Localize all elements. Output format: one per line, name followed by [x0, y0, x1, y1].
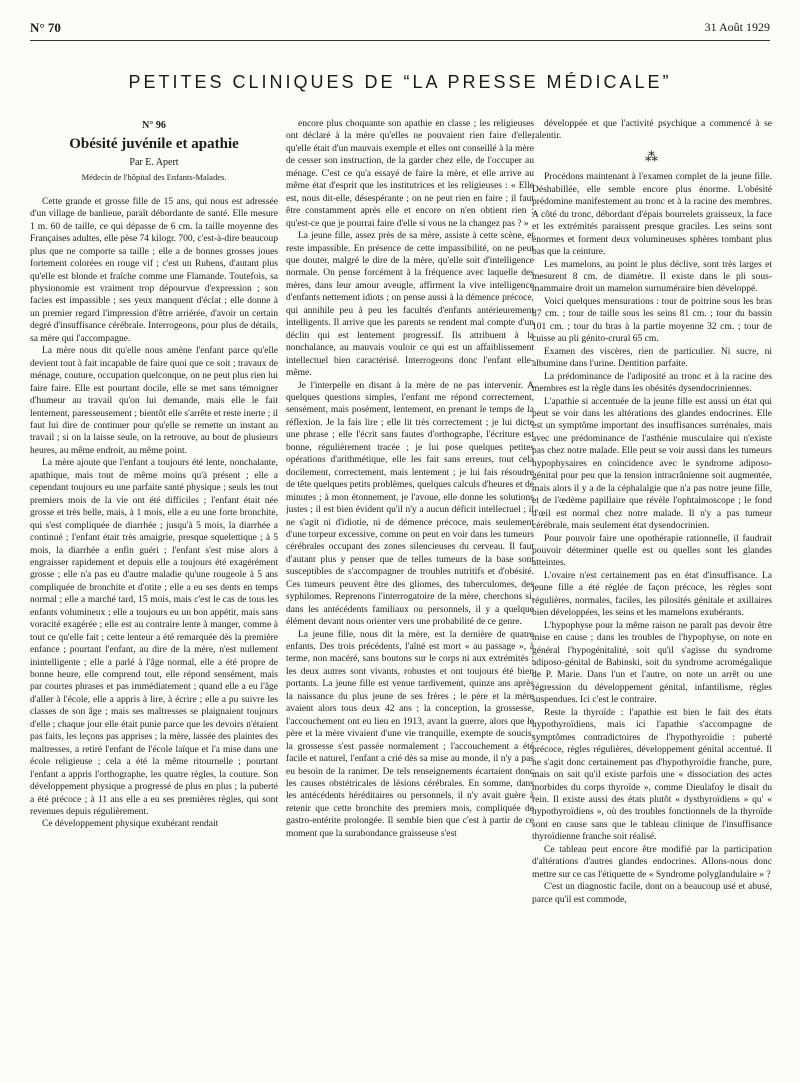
article-author: Par E. Apert	[129, 156, 179, 168]
header-rule	[30, 40, 770, 41]
paragraph: L'hypophyse pour la même raison ne paraît pas devoir être mise en cause ; dans les troubles de l'hypophyse, on note en général l'hypogénitalité, soit qu'il s'agisse du syndrome adiposo-génital de Babinski, soit du syndrome acromégalique de P. Marie. Dans l'un et l'autre, on note un arrêt ou une régression du développement génital, infantilisme, règles suspendues. Ici c'est le contraire.	[532, 620, 772, 706]
paragraph: L'apathie si accentuée de la jeune fille est aussi un état qui peut se voir dans les altérations des glandes endocrines. Elle est un symptôme important des insuffisances surrénales, mais avec une prédominance de l'asthénie musculaire qui n'existe pas chez notre malade. Elle peut se voir aussi dans les tumeurs hypophysaires en coïncidence avec le syndrome adiposo-génital pour peu que la tension intracrânienne soit augmentée, mais alors il y a de la céphalalgie que n'a pas notre jeune fille, et de l'œdème papillaire que révèle l'ophtalmoscope ; le fond d'œil est normal chez notre malade. Il n'y a pas tumeur cérébrale, mais seulement état dysendocrinien.	[532, 396, 772, 532]
paragraph: La prédominance de l'adiposité au tronc et à la racine des membres est la règle dans les obésités dysendocriniennes.	[532, 371, 772, 395]
paragraph: L'ovaire n'est certainement pas en état d'insuffisance. La jeune fille a été réglée de façon précoce, les règles sont régulières, normales, faciles, les pilosités génitale et axillaires bien développées, les seins et les mamelons exubérants.	[532, 570, 772, 619]
issue-date: 31 Août 1929	[704, 20, 770, 34]
article-title: Obésité juvénile et apathie	[69, 136, 239, 153]
col2-body	[286, 118, 534, 840]
section-separator: ⁂	[645, 148, 659, 164]
paragraph: La mère nous dit qu'elle nous amène l'enfant parce qu'elle devient tout à fait incapable de faire quoi que ce soit ; travaux de ménage, couture, occupation quelconque, on ne peut plus rien lui faire faire. Elle est pourtant docile, elle se met sans témoigner d'humeur au travail qu'on lui demande, mais elle le fait lentement, paresseusement ; bientôt elle s'arrête et reste inerte ; il faut lui dire de continuer pour qu'elle se remette un instant au travail ; si on la laisse seule, on la retrouve, au bout de plusieurs heures, au même endroit, au même point.	[30, 346, 278, 456]
paragraph: Cette grande et grosse fille de 15 ans, qui nous est adressée d'un village de banlieue, paraît débordante de santé. Elle mesure 1 m. 60 de taille, ce qui dépasse de 6 cm. la taille moyenne des Françaises adultes, elle pèse 74 kilogr. 700, c'est-à-dire beaucoup plus que ne comporte sa taille ; elle a de bonnes grosses joues fortement colorées en rouge vif ; c'est un Rubens, d'autant plus qu'elle est blonde et fraîche comme une Flamande. Toutefois, sa physionomie est vraiment trop dépourvue d'expression ; son facies est impassible ; ses yeux manquent d'éclat ; elle donne à un premier regard l'impression d'être arriérée, d'avoir un certain degré d'insuffisance cérébrale. Interrogeons, pour plus de détails, sa mère qui l'accompagne.	[30, 196, 278, 344]
paragraph: Les mamelons, au point le plus déclive, sont très larges et mesurent 8 cm. de diamètre. Il existe dans le pli sous-mammaire droit un mamelon surnuméraire bien développé.	[532, 259, 772, 295]
col1-body	[30, 196, 278, 831]
column-3	[532, 118, 772, 1073]
paragraph: C'est un diagnostic facile, dont on a beaucoup usé et abusé, parce qu'il est commode,	[532, 882, 772, 905]
paragraph: Ce tableau peut encore être modifié par la participation d'altérations d'autres glandes endocrines. Allons-nous donc mettre sur ce cas l'étiquette de « Syndrome polyglandulaire » ?	[532, 844, 772, 880]
col3-intro	[532, 118, 772, 143]
author-affiliation: Médecin de l'hôpital des Enfants-Malades.	[81, 172, 227, 183]
article-number: N° 96	[142, 120, 166, 131]
paragraph: développée et que l'activité psychique a commencé à se ralentir.	[532, 119, 772, 142]
paragraph: La mère ajoute que l'enfant a toujours été lente, nonchalante, apathique, mais tout de même moins qu'à présent ; elle a cependant toujours eu une parfaite santé physique ; seuls les tout premiers mois de la vie ont été difficiles ; l'enfant était née grosse et très belle, mais, à 1 mois, elle a eu une forte bronchite, qui s'est compliquée de diarrhée ; jusqu'à 5 mois, la diarrhée a continué ; l'enfant était très amaigrie, presque squelettique ; à 5 mois, la diarrhée a enfin guéri ; l'enfant s'est mise alors à engraisser rapidement et depuis elle a toujours été exagérément grosse ; elle n'a pas eu d'autre maladie qu'une rougeole à 5 ans compliquée de bronchite et d'otite ; elle a eu ses dents en temps normal ; elle a marché tard, 15 mois, mais c'est le cas de tous les enfants volumineux ; elle a toujours eu un bon appétit, mais sans voracité exagérée ; elle est au contraire lente à manger, comme à tout ce qu'elle fait ; cette lenteur a été remarquée dès la première enfance ; pourtant l'enfant, au dire de la mère, n'est nullement inintelligente ; elle a parlé à l'âge normal, elle a été propre de bonne heure, elle comprend tout, elle répond sensément, mais par courtes phrases et pas immédiatement ; quand elle a eu l'âge d'aller à l'école, elle a appris à lire, à écrire ; elle a pu suivre les classes de son âge ; mais ses maîtresses se plaignaient toujours d'elle ; chaque jour elle était punie parce que les devoirs n'étaient pas faits, les leçons pas apprises ; la mère, lassée des plaintes des maîtresses, a retiré l'enfant de l'école laïque et l'a mise dans une école religieuse ; cela a été la même ritournelle ; pourtant l'enfant a appris l'orthographe, les quatre règles, la couture. Son développement physique a progressé de plus en plus ; la puberté a été précoce ; à 11 ans elle a eu ses premières règles, qui sont revenues depuis régulièrement.	[30, 458, 278, 818]
column-2	[286, 118, 534, 1073]
paragraph: Je l'interpelle en disant à la mère de ne pas intervenir. A quelques questions simples, l'enfant me répond correctement, sensément, mais posément, lentement, en prenant le temps de la réflexion. Je la fais lire ; elle lit très correctement ; je lui dicte une phrase ; elle l'écrit sans fautes d'orthographe, l'écriture est bonne, régulièrement tracée ; je lui pose quelques petites opérations d'arithmétique, elle les fait sans erreurs, tout cela docilement, correctement, mais lentement ; je lui fais résoudre de tête quelques petits problèmes, quelques calculs d'heures et de minutes ; à mon étonnement, je l'avoue, elle donne les solutions justes ; il est bien évident qu'il n'y a aucun déficit intellectuel ; il ne s'agit ni d'idiotie, ni de démence précoce, mais seulement d'une torpeur excessive, comme on peut en voir dans les tumeurs cérébrales occupant des zones silencieuses du cerveau. Il faut d'autant plus y penser que de telles tumeurs de la base sont susceptibles de s'accompagner de troubles nutritifs et d'obésité. Ces tumeurs peuvent être des gliomes, des tuberculomes, des syphilomes. Reprenons l'interrogatoire de la mère, cherchons si, dans les antécédents familiaux ou personnels, il y a quelque élément devant nous orienter vers une probabilité de ce genre.	[286, 380, 534, 628]
series-title: PETITES CLINIQUES DE “LA PRESSE MÉDICALE”	[128, 72, 672, 92]
paragraph: La jeune fille, assez près de sa mère, assiste à cette scène, et reste impassible. En présence de cette impassibilité, on ne peut que douter, malgré le dire de la mère, qu'elle soit d'intelligence normale. On pense forcément à la fréquence avec laquelle des mères, dans leur amour aveugle, affirment la vive intelligence d'enfants nettement idiots ; on pense aussi à la démence précoce, qui annihile peu à peu les facultés d'enfants antérieurement intelligents. Il arrive que les parents se rendent mal compte d'un déclin qui est lentement progressif. Ils attribuent à la nonchalance, au mauvais vouloir ce qui est un affaiblissement intellectuel bien caractérisé. Interrogeons donc l'enfant elle-même.	[286, 231, 534, 379]
paragraph: La jeune fille, nous dit la mère, est la dernière de quatre enfants. Des trois précédents, l'aîné est mort « au passage », à terme, non macéré, sans boutons sur le corps ni aux extrémités ; les deux autres sont vivants, robustes et ont toujours été bien portants. La jeune fille est venue tardivement, quinze ans après la naissance du plus jeune de ses frères ; le père et la mère avaient alors tous deux 42 ans ; la conception, la grossesse, l'accouchement ont eu lieu en 1913, avant la guerre, alors que le père et la mère vivaient d'une vie tranquille, exempte de soucis, la grossesse s'est passée normalement ; l'accouchement a été facile et naturel, l'enfant a crié dès sa mise au monde, il n'y a pas eu besoin de la ranimer. De tels renseignements écartaient donc les causes obstétricales de lésions cérébrales. En somme, dans les antécédents héréditaires ou personnels, il n'y avait guère à retenir que cette bronchite des premiers mois, compliquée de gastro-entérite prolongée. Il semble bien que c'est à partir de ce moment que la surabondance graisseuse s'est	[286, 629, 534, 839]
paragraph: encore plus choquante son apathie en classe ; les religieuses ont déclaré à la mère qu'elles ne pouvaient rien faire d'elle, qu'elle était d'un mauvais exemple et elles ont conseillé à la mère de cesser son instruction, de la garder chez elle, de l'occuper au ménage. C'est ce qu'a essayé de faire la mère, et elle arrive au même état d'esprit que les institutrices et les religieuses : « Elle est, nous dit-elle, désespérante ; on ne peut rien en faire ; il faut être constamment après elle et encore on n'en obtient rien ; qu'est-ce que je pourrai faire d'elle si vous ne la changez pas ? »	[286, 119, 534, 229]
paragraph: Voici quelques mensurations : tour de poitrine sous les bras 87 cm. ; tour de taille sous les seins 81 cm. ; tour du bassin 101 cm. ; tour du bras à la partie moyenne 32 cm. ; tour de cuisse au pli génito-crural 65 cm.	[532, 296, 772, 345]
paragraph: Reste la thyroïde : l'apathie est bien le fait des états hypothyroïdiens, mais ici l'apathie s'accompagne de symptômes contradictoires de l'hypothyroïdie : puberté précoce, règles régulières, développement génital accentué. Il ne s'agit donc certainement pas d'hypothyroïdie franche, pure, mais on sait qu'il existe parfois une « dissociation des actes morbides du corps thyroïde », comme Dieulafoy le disait du rein. Il existe aussi des états plutôt « dysthyroïdiens » qu' « hypothyroïdiens », où des troubles fonctionnels de la thyroïde sont en cause sans que le tableau clinique de l'insuffisance thyroïdienne franche soit réalisé.	[532, 707, 772, 843]
paragraph: Procédons maintenant à l'examen complet de la jeune fille. Déshabillée, elle semble encore plus énorme. L'obésité prédomine manifestement au tronc et à la racine des membres. A côté du tronc, débordant d'épais bourrelets graisseux, la face et les extrémités paraissent presque graciles. Les seins sont énormes et forment deux volumineuses sphères tombant plus bas que la ceinture.	[532, 172, 772, 258]
paragraph: Ce développement physique exubérant rendait	[42, 819, 219, 830]
issue-number: N° 70	[30, 20, 61, 35]
paragraph: Pour pouvoir faire une opothérapie rationnelle, il faudrait pouvoir déterminer quelle est ou quelles sont les glandes atteintes.	[532, 533, 772, 569]
col3-body	[532, 171, 772, 906]
column-1	[30, 118, 278, 1073]
paragraph: Examen des viscères, rien de particulier. Ni sucre, ni albumine dans l'urine. Dentition parfaite.	[532, 346, 772, 370]
